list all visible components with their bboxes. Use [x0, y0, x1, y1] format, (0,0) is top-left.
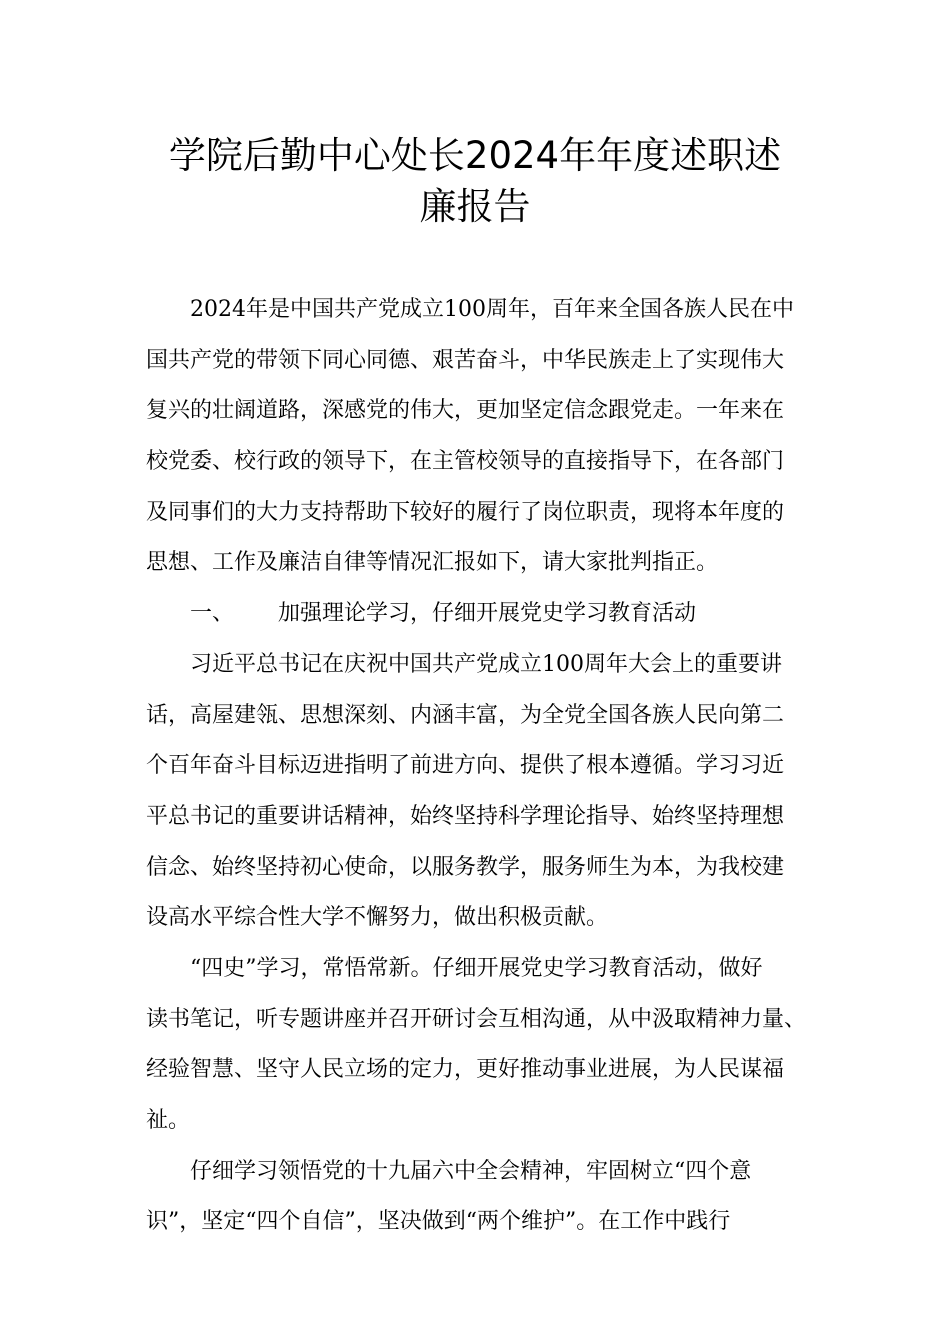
paragraph-line — [146, 488, 814, 539]
line-text: 2024年是中国共产党成立100周年，百年来全国各族人民在中 — [190, 297, 794, 322]
line-text: 仔细学习领悟党的十九届六中全会精神，牢固树立“四个意 — [190, 1158, 752, 1184]
line-text: 读书笔记，听专题讲座并召开研讨会互相沟通，从中汲取精神力量、 — [146, 1006, 807, 1032]
line-text: “四史”学习，常悟常新。仔细开展党史学习教育活动，做好 — [190, 955, 763, 981]
paragraph-line — [146, 1096, 814, 1147]
line-text: 加强理论学习，仔细开展党史学习教育活动 — [278, 601, 697, 627]
line-text: 国共产党的带领下同心同德、艰苦奋斗，中华民族走上了实现伟大 — [146, 347, 785, 373]
paragraph-line — [146, 336, 814, 387]
paragraph-line — [146, 995, 814, 1046]
paragraph-line — [146, 792, 814, 843]
paragraph-line — [146, 640, 814, 691]
paragraph-line — [146, 843, 814, 894]
line-text: 思想、工作及廉洁自律等情况汇报如下，请大家批判指正。 — [146, 550, 719, 576]
section-number: 一、 — [190, 601, 235, 627]
paragraph-line — [146, 538, 814, 589]
paragraph-line — [146, 893, 814, 944]
line-text: 话，高屋建瓴、思想深刻、内涵丰富，为全党全国各族人民向第二 — [146, 702, 785, 728]
line-text: 祉。 — [146, 1108, 191, 1133]
section-heading — [146, 589, 814, 640]
paragraph-line — [146, 1197, 814, 1248]
paragraph-line — [146, 386, 814, 437]
paragraph-line — [146, 741, 814, 792]
paragraph-line — [146, 1147, 814, 1198]
line-text: 个百年奋斗目标迈进指明了前进方向、提供了根本遵循。学习习近 — [146, 753, 785, 779]
title-line-1: 学院后勤中心处长2024年年度述职述 — [168, 134, 782, 177]
title-line-2: 廉报告 — [419, 185, 531, 228]
paragraph-line — [146, 1045, 814, 1096]
line-text: 习近平总书记在庆祝中国共产党成立100周年大会上的重要讲 — [190, 651, 782, 677]
paragraph-line — [146, 944, 814, 995]
paragraph-line — [146, 691, 814, 742]
paragraph-line — [146, 285, 814, 336]
document-body — [146, 285, 814, 1248]
paragraph-line — [146, 437, 814, 488]
line-text: 信念、始终坚持初心使命，以服务教学，服务师生为本，为我校建 — [146, 854, 785, 880]
document-title — [0, 130, 950, 232]
line-text: 及同事们的大力支持帮助下较好的履行了岗位职责，现将本年度的 — [146, 499, 785, 525]
line-text: 平总书记的重要讲话精神，始终坚持科学理论指导、始终坚持理想 — [146, 803, 785, 829]
line-text: 复兴的壮阔道路，深感党的伟大，更加坚定信念跟党走。一年来在 — [146, 398, 785, 424]
line-text: 经验智慧、坚守人民立场的定力，更好推动事业进展，为人民谋福 — [146, 1057, 785, 1083]
line-text: 识”，坚定“四个自信”，坚决做到“两个维护”。在工作中践行 — [146, 1209, 731, 1235]
line-text: 校党委、校行政的领导下，在主管校领导的直接指导下，在各部门 — [146, 449, 785, 475]
line-text: 设高水平综合性大学不懈努力，做出积极贡献。 — [146, 905, 609, 931]
